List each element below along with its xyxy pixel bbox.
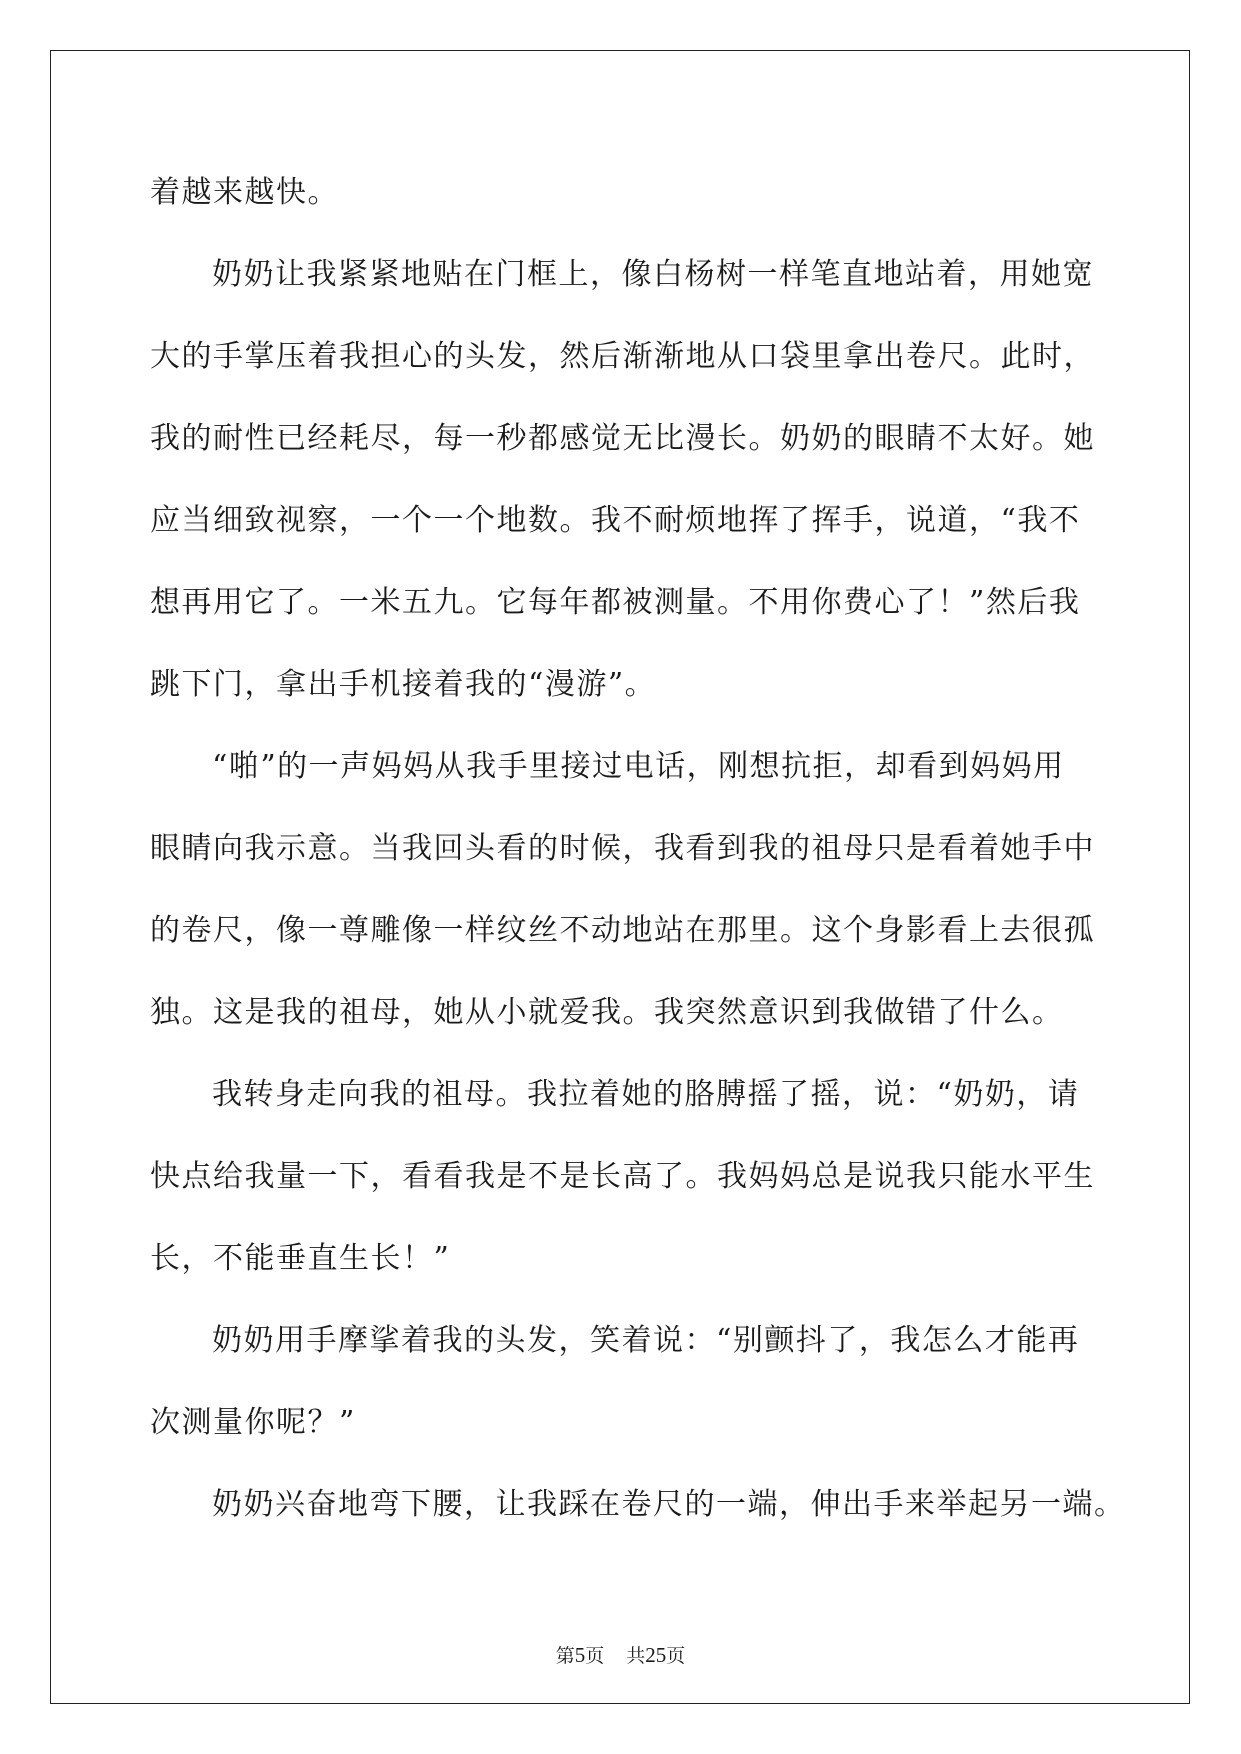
text-line: 奶奶让我紧紧地贴在门框上，像白杨树一样笔直地站着，用她宽 <box>212 257 1094 292</box>
text-line: 应当细致视察，一个一个地数。我不耐烦地挥了挥手，说道，“我不 <box>150 503 1081 538</box>
text-line: 着越来越快。 <box>150 175 339 210</box>
text-line: 我转身走向我的祖母。我拉着她的胳膊摇了摇，说：“奶奶，请 <box>212 1077 1080 1112</box>
footer-total-prefix: 共 <box>626 1645 646 1667</box>
footer-prefix: 第 <box>555 1645 575 1667</box>
footer-page-suffix: 页 <box>585 1645 605 1667</box>
page-footer <box>0 1641 1241 1668</box>
page-number: 5 <box>574 1643 586 1667</box>
total-pages: 25 <box>645 1643 667 1667</box>
text-line: 次测量你呢？” <box>150 1405 356 1440</box>
text-line: 奶奶兴奋地弯下腰，让我踩在卷尺的一端，伸出手来举起另一端。 <box>212 1487 1126 1522</box>
text-line: 我的耐性已经耗尽，每一秒都感觉无比漫长。奶奶的眼睛不太好。她 <box>150 421 1095 456</box>
text-line: 大的手掌压着我担心的头发，然后渐渐地从口袋里拿出卷尺。此时， <box>150 339 1095 374</box>
text-line: 快点给我量一下，看看我是不是长高了。我妈妈总是说我只能水平生 <box>150 1159 1095 1194</box>
text-line: 奶奶用手摩挲着我的头发，笑着说：“别颤抖了，我怎么才能再 <box>212 1323 1080 1358</box>
text-line: 的卷尺，像一尊雕像一样纹丝不动地站在那里。这个身影看上去很孤 <box>150 913 1095 948</box>
text-line: 眼睛向我示意。当我回头看的时候，我看到我的祖母只是看着她手中 <box>150 831 1095 866</box>
text-line: 独。这是我的祖母，她从小就爱我。我突然意识到我做错了什么。 <box>150 995 1064 1030</box>
footer-total-suffix: 页 <box>666 1645 686 1667</box>
text-line: 跳下门，拿出手机接着我的“漫游”。 <box>150 667 657 702</box>
text-line: “啪”的一声妈妈从我手里接过电话，刚想抗拒，却看到妈妈用 <box>212 749 1065 784</box>
text-line: 想再用它了。一米五九。它每年都被测量。不用你费心了！”然后我 <box>150 585 1081 620</box>
document-body <box>150 152 1126 1546</box>
text-line: 长，不能垂直生长！” <box>150 1241 451 1276</box>
